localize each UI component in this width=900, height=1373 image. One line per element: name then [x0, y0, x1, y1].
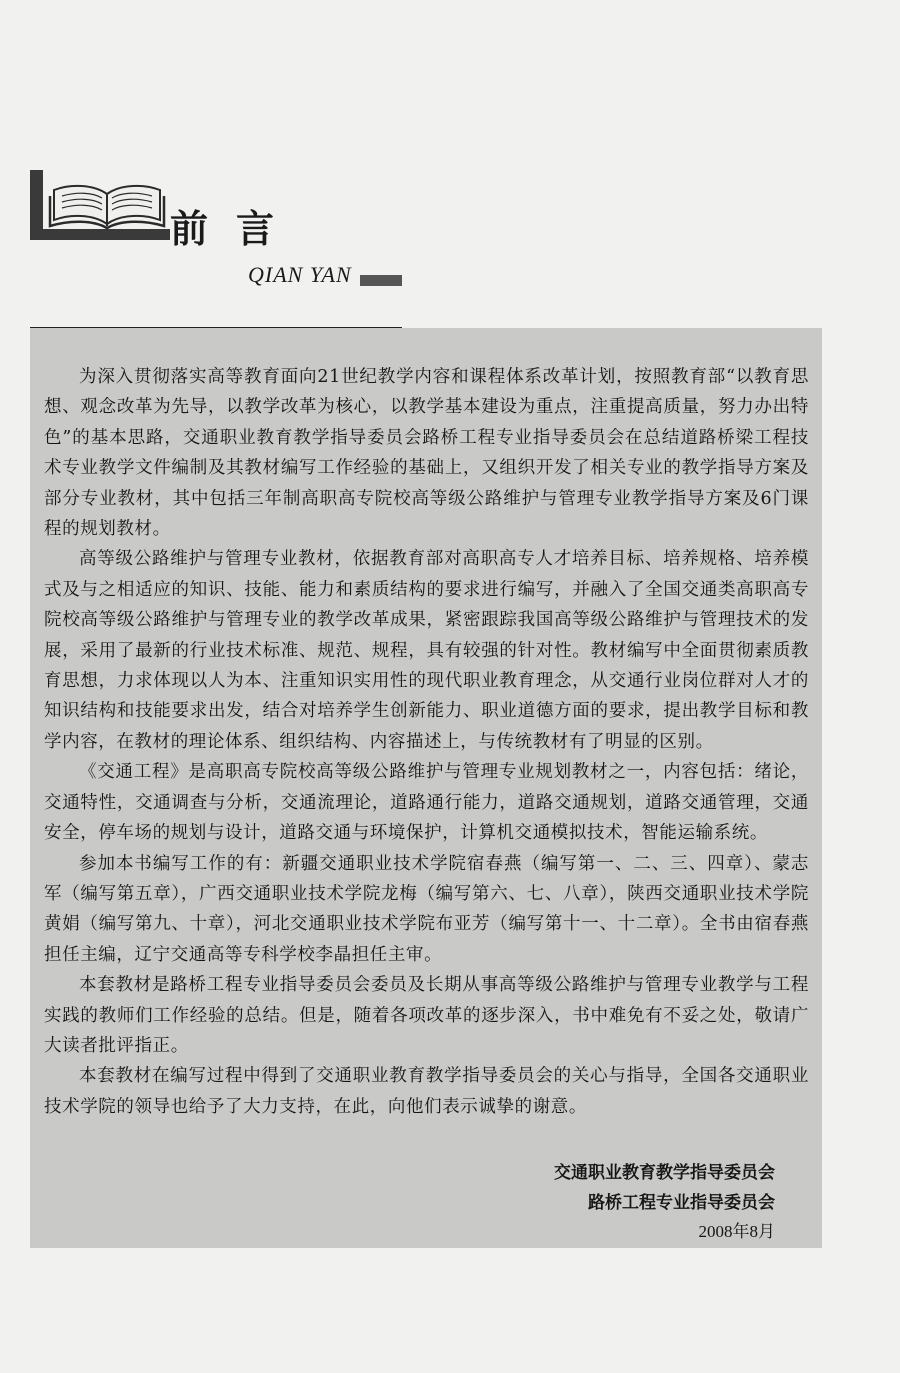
pinyin-decor-bar: [360, 275, 402, 286]
signature-committee-2: 路桥工程专业指导委员会: [588, 1193, 775, 1213]
signature-committee-1: 交通职业教育教学指导委员会: [554, 1163, 775, 1183]
paragraph: 参加本书编写工作的有：新疆交通职业技术学院宿春燕（编写第一、二、三、四章）、蒙志军（编写第五章），广西交通职业技术学院龙梅（编写第六、七、八章），陕西交通职业技术学院黄娟（编写第九、十章），河北交通职业技术学院布亚芳（编写第十一、十二章）。全书由宿春燕担任主编，辽宁交通高等专科学校李晶担任主审。: [44, 853, 809, 965]
page-title-pinyin: QIAN YAN: [248, 262, 352, 287]
paragraph: 《交通工程》是高职高专院校高等级公路维护与管理专业规划教材之一，内容包括：绪论，交通特性，交通调查与分析，交通流理论，道路通行能力，道路交通规划，道路交通管理，交通安全，停车场的规划与设计，道路交通与环境保护，计算机交通模拟技术，智能运输系统。: [44, 762, 809, 844]
paragraph: 本套教材是路桥工程专业指导委员会委员及长期从事高等级公路维护与管理专业教学与工程实践的教师们工作经验的总结。但是，随着各项改革的逐步深入，书中难免有不妥之处，敬请广大读者批评指正。: [44, 975, 809, 1056]
header-bracket-horizontal: [30, 229, 170, 240]
page-title: 前言: [170, 206, 303, 251]
paragraph: 本套教材在编写过程中得到了交通职业教育教学指导委员会的关心与指导，全国各交通职业技术学院的领导也给予了大力支持，在此，向他们表示诚挚的谢意。: [44, 1066, 809, 1117]
paragraph: 为深入贯彻落实高等教育面向21世纪教学内容和课程体系改革计划，按照教育部“以教育思想、观念改革为先导，以教学改革为核心，以教学基本建设为重点，注重提高质量，努力办出特色”的基本思路，交通职业教育教学指导委员会路桥工程专业指导委员会在总结道路桥梁工程技术专业教学文件编制及其教材编写工作经验的基础上，又组织开发了相关专业的教学指导方案及部分专业教材，其中包括三年制高职高专院校高等级公路维护与管理专业教学指导方案及6门课程的规划教材。: [44, 367, 809, 540]
open-book-icon: [48, 180, 166, 230]
signature-date: 2008年8月: [698, 1222, 775, 1241]
preface-text: [44, 362, 809, 1122]
paragraph: 高等级公路维护与管理专业教材，依据教育部对高职高专人才培养目标、培养规格、培养模式及与之相适应的知识、技能、能力和素质结构的要求进行编写，并融入了全国交通类高职高专院校高等级公路维护与管理专业的教学改革成果，紧密跟踪我国高等级公路维护与管理技术的发展，采用了最新的行业技术标准、规范、规程，具有较强的针对性。教材编写中全面贯彻素质教育思想，力求体现以人为本、注重知识实用性的现代职业教育理念，从交通行业岗位群对人才的知识结构和技能要求出发，结合对培养学生创新能力、职业道德方面的要求，提出教学目标和教学内容，在教材的理论体系、组织结构、内容描述上，与传统教材有了明显的区别。: [44, 549, 809, 752]
